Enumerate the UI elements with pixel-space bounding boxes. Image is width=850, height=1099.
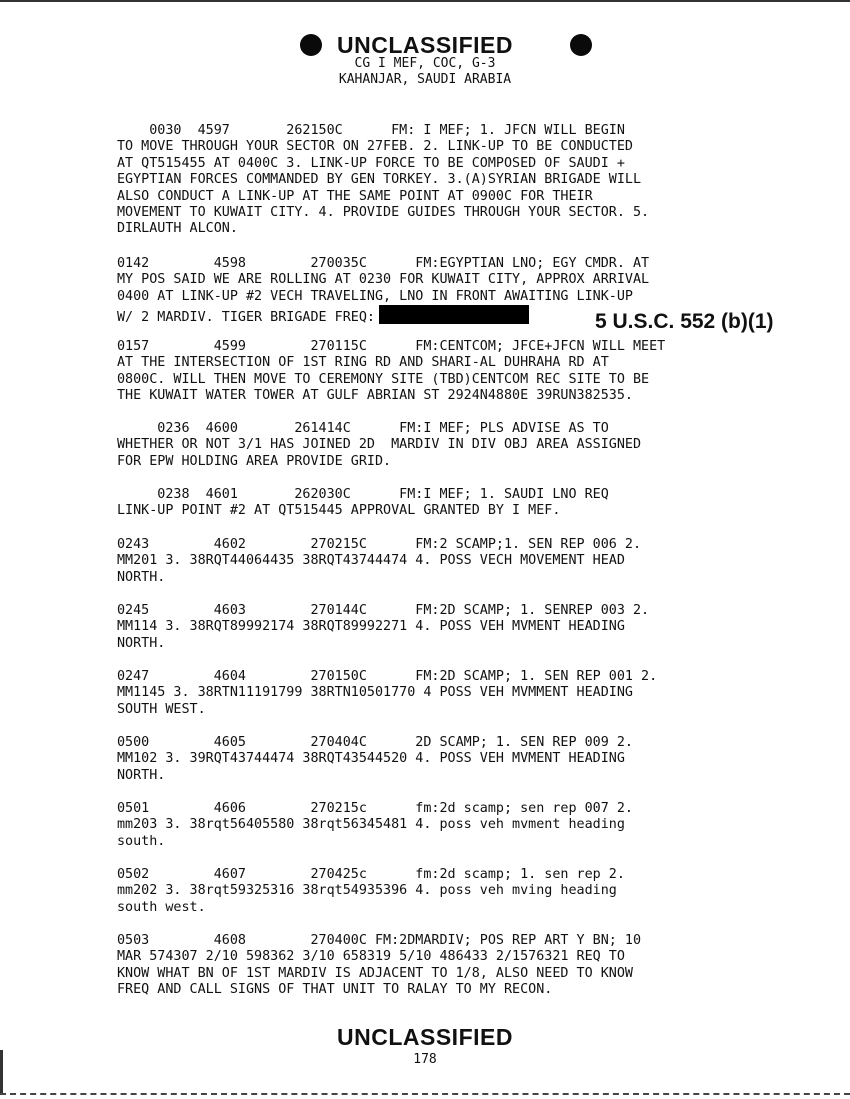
entry-line: W/ 2 MARDIV. TIGER BRIGADE FREQ: — [117, 305, 777, 326]
log-entry — [117, 933, 777, 999]
entry-line: MM114 3. 38RQT89992174 38RQT89992271 4. POSS VEH MVMENT HEADING — [117, 619, 625, 635]
entry-line: AT THE INTERSECTION OF 1ST RING RD AND SHARI-AL DUHRAHA RD AT — [117, 355, 609, 371]
log-entry — [117, 669, 777, 718]
log-entry — [117, 123, 777, 238]
entry-line: south. — [117, 833, 166, 849]
entry-line: mm202 3. 38rqt59325316 38rqt54935396 4. poss veh mving heading — [117, 883, 617, 899]
log-entry — [117, 801, 777, 850]
log-entry — [117, 537, 777, 586]
entry-line: 0238 4601 262030C FM:I MEF; 1. SAUDI LNO REQ — [117, 487, 609, 502]
entry-line: MY POS SAID WE ARE ROLLING AT 0230 FOR KUWAIT CITY, APPROX ARRIVAL — [117, 272, 650, 288]
scan-bottom-edge — [0, 1093, 850, 1095]
entry-line: 0030 4597 262150C FM: I MEF; 1. JFCN WILL BEGIN — [117, 123, 625, 138]
entry-line: 0236 4600 261414C FM:I MEF; PLS ADVISE AS TO — [117, 421, 609, 436]
entry-line: FREQ AND CALL SIGNS OF THAT UNIT TO RALAY TO MY RECON. — [117, 982, 553, 998]
entry-line: FOR EPW HOLDING AREA PROVIDE GRID. — [117, 453, 392, 469]
entry-line: KNOW WHAT BN OF 1ST MARDIV IS ADJACENT TO 1/8, ALSO NEED TO KNOW — [117, 965, 633, 981]
entry-line: WHETHER OR NOT 3/1 HAS JOINED 2D MARDIV IN DIV OBJ AREA ASSIGNED — [117, 437, 642, 453]
entry-line: 0800C. WILL THEN MOVE TO CEREMONY SITE (TBD)CENTCOM REC SITE TO BE — [117, 371, 650, 387]
redaction-exemption-label: 5 U.S.C. 552 (b)(1) — [595, 310, 774, 333]
entry-line: MOVEMENT TO KUWAIT CITY. 4. PROVIDE GUIDES THROUGH YOUR SECTOR. 5. — [117, 205, 650, 221]
entry-line: EGYPTIAN FORCES COMMANDED BY GEN TORKEY. 3.(A)SYRIAN BRIGADE WILL — [117, 172, 642, 188]
entry-line: mm203 3. 38rqt56405580 38rqt56345481 4. poss veh mvment heading — [117, 817, 625, 833]
entry-line: MAR 574307 2/10 598362 3/10 658319 5/10 486433 2/1576321 REQ TO — [117, 949, 625, 965]
log-entry — [117, 487, 777, 520]
log-entry — [117, 339, 777, 405]
redaction-block — [379, 305, 529, 324]
page-number: 178 — [413, 1052, 437, 1067]
classification-top: UNCLASSIFIED — [337, 32, 513, 58]
entry-line: SOUTH WEST. — [117, 701, 206, 717]
entry-line: 0501 4606 270215c fm:2d scamp; sen rep 007 2. — [117, 801, 633, 816]
entry-line: 0142 4598 270035C FM:EGYPTIAN LNO; EGY CMDR. AT — [117, 256, 650, 271]
entry-line: MM102 3. 39RQT43744474 38RQT43544520 4. POSS VEH MVMENT HEADING — [117, 751, 625, 767]
entry-line: south west. — [117, 899, 206, 915]
log-entry — [117, 735, 777, 784]
entry-line: NORTH. — [117, 569, 166, 585]
entry-line: AT QT515455 AT 0400C 3. LINK-UP FORCE TO BE COMPOSED OF SAUDI + — [117, 155, 625, 171]
scan-top-edge — [0, 0, 850, 9]
entry-line: 0502 4607 270425c fm:2d scamp; 1. sen rep 2. — [117, 867, 625, 882]
entry-line: NORTH. — [117, 767, 166, 783]
entry-line: THE KUWAIT WATER TOWER AT GULF ABRIAN ST 2924N4880E 39RUN382535. — [117, 388, 633, 404]
entry-line: 0400 AT LINK-UP #2 VECH TRAVELING, LNO IN FRONT AWAITING LINK-UP — [117, 288, 633, 304]
entry-line: 0157 4599 270115C FM:CENTCOM; JFCE+JFCN WILL MEET — [117, 339, 666, 354]
log-entry — [117, 867, 777, 916]
entry-line: 0247 4604 270150C FM:2D SCAMP; 1. SEN REP 001 2. — [117, 669, 658, 684]
entry-line: 0503 4608 270400C FM:2DMARDIV; POS REP ART Y BN; 10 — [117, 933, 642, 948]
entry-line: TO MOVE THROUGH YOUR SECTOR ON 27FEB. 2. LINK-UP TO BE CONDUCTED — [117, 139, 633, 155]
entry-line: NORTH. — [117, 635, 166, 651]
entry-line: MM1145 3. 38RTN11191799 38RTN10501770 4 POSS VEH MVMMENT HEADING — [117, 685, 633, 701]
classification-bottom: UNCLASSIFIED — [337, 1024, 513, 1050]
header-line-2: KAHANJAR, SAUDI ARABIA — [338, 72, 512, 87]
entry-line: DIRLAUTH ALCON. — [117, 221, 238, 237]
entry-line: 0243 4602 270215C FM:2 SCAMP;1. SEN REP 006 2. — [117, 537, 642, 552]
entry-line: 0245 4603 270144C FM:2D SCAMP; 1. SENREP 003 2. — [117, 603, 650, 618]
entry-line: ALSO CONDUCT A LINK-UP AT THE SAME POINT AT 0900C FOR THEIR — [117, 188, 593, 204]
entry-line: 0500 4605 270404C 2D SCAMP; 1. SEN REP 009 2. — [117, 735, 633, 750]
entry-line: LINK-UP POINT #2 AT QT515445 APPROVAL GRANTED BY I MEF. — [117, 503, 561, 519]
log-entry — [117, 421, 777, 470]
entry-line: MM201 3. 38RQT44064435 38RQT43744474 4. POSS VECH MOVEMENT HEAD — [117, 553, 625, 569]
header-line-1: CG I MEF, COC, G-3 — [354, 56, 496, 71]
log-entry — [117, 603, 777, 652]
